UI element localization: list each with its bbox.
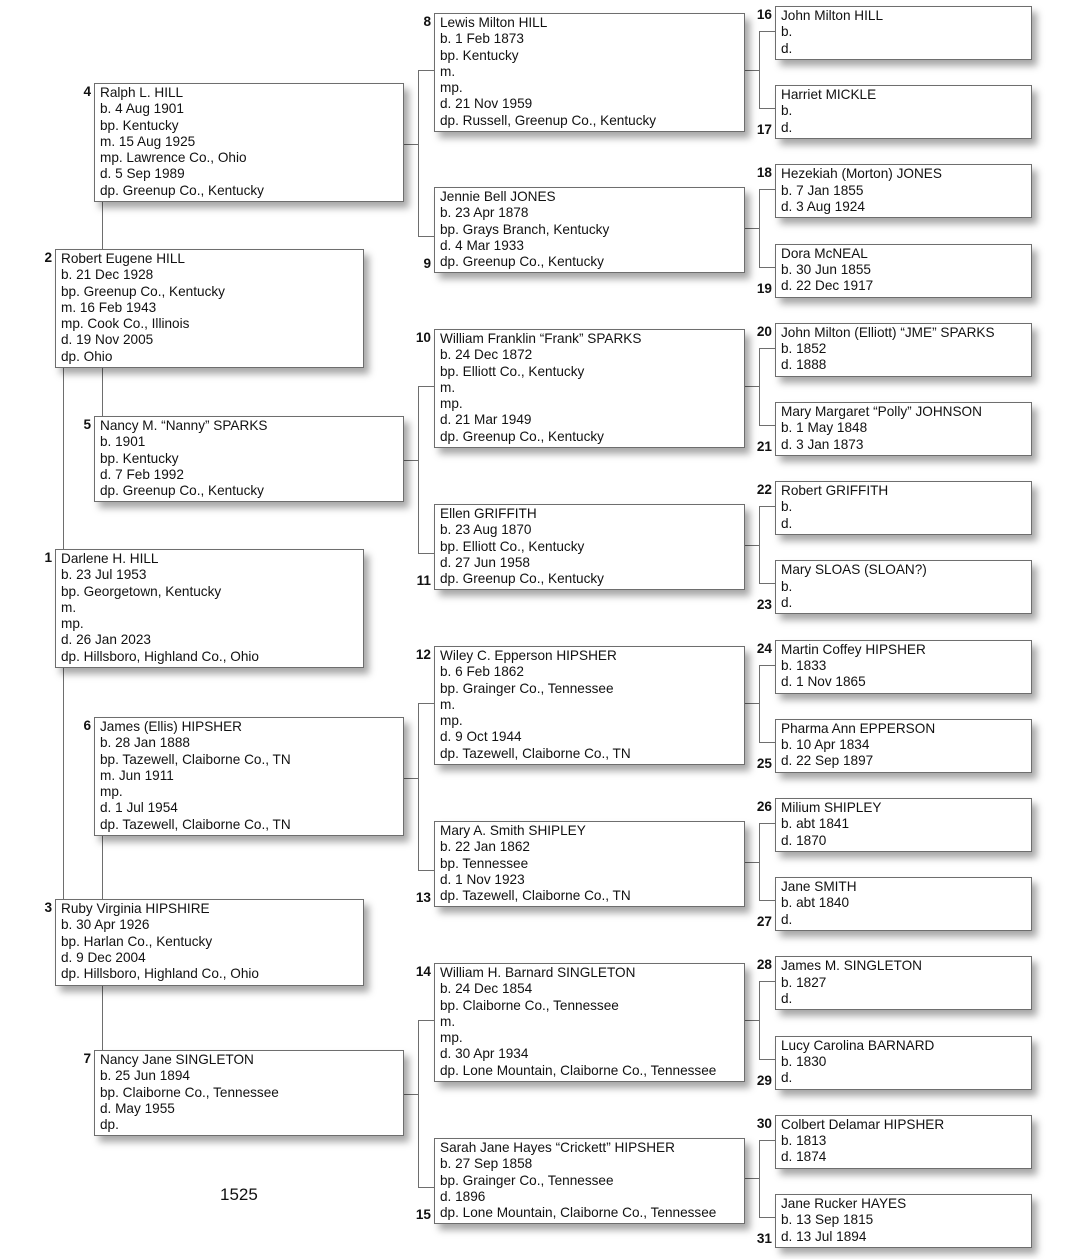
connector-line <box>759 1059 775 1060</box>
connector-line <box>759 583 775 584</box>
person-name: Dora McNEAL <box>781 245 868 261</box>
death-date: d. 1870 <box>781 832 827 848</box>
birth-date: b. 21 Dec 1928 <box>61 267 154 283</box>
ahnentafel-number: 9 <box>423 256 431 271</box>
death-date: d. 21 Nov 1959 <box>440 96 533 112</box>
marriage-date: m. <box>440 379 456 395</box>
connector-line <box>418 703 434 704</box>
connector-line <box>745 862 759 863</box>
person-name: Ruby Virginia HIPSHIRE <box>61 901 210 916</box>
death-place: dp. Greenup Co., Kentucky <box>100 182 264 198</box>
marriage-place: mp. Lawrence Co., Ohio <box>100 150 247 166</box>
connector-line <box>759 665 760 743</box>
birth-date: b. 1 May 1848 <box>781 420 868 436</box>
connector-line <box>759 1140 775 1141</box>
birth-place: bp. Kentucky <box>100 117 179 133</box>
connector-line <box>759 31 775 32</box>
birth-date: b. 4 Aug 1901 <box>100 101 184 117</box>
connector-line <box>759 31 760 109</box>
connector-line <box>759 348 775 349</box>
person-name: Sarah Jane Hayes “Crickett” HIPSHER <box>440 1140 675 1155</box>
birth-date: b. <box>781 578 793 594</box>
death-date: d. 1 Nov 1923 <box>440 871 525 887</box>
person-box-15[interactable] <box>434 1138 745 1224</box>
death-date: d. 1874 <box>781 1149 827 1165</box>
person-box-31[interactable] <box>775 1194 1032 1248</box>
person-box-23[interactable] <box>775 560 1032 614</box>
birth-date: b. 30 Jun 1855 <box>781 261 871 277</box>
person-name: Milium SHIPLEY <box>781 800 882 815</box>
ahnentafel-number: 17 <box>756 122 772 138</box>
ahnentafel-number: 7 <box>83 1051 91 1066</box>
connector-line <box>418 703 419 871</box>
birth-date: b. 13 Sep 1815 <box>781 1212 874 1228</box>
birth-date: b. abt 1841 <box>781 816 850 832</box>
person-box-21[interactable] <box>775 402 1032 456</box>
ahnentafel-number: 12 <box>415 647 431 662</box>
birth-place: bp. Kentucky <box>440 47 519 63</box>
birth-place: bp. Harlan Co., Kentucky <box>61 933 213 949</box>
ahnentafel-number: 5 <box>83 417 91 432</box>
connector-line <box>759 823 760 901</box>
ahnentafel-number: 30 <box>756 1115 772 1131</box>
ahnentafel-number: 4 <box>83 84 91 99</box>
person-name: Martin Coffey HIPSHER <box>781 641 926 657</box>
death-date: d. <box>781 515 793 531</box>
ahnentafel-number: 10 <box>415 330 431 345</box>
connector-line <box>418 553 434 554</box>
person-name: Robert GRIFFITH <box>781 483 889 499</box>
person-name: Ralph L. HILL <box>100 85 184 100</box>
death-place: dp. Lone Mountain, Claiborne Co., Tennessee <box>440 1062 717 1078</box>
death-place: dp. Russell, Greenup Co., Kentucky <box>440 112 657 128</box>
person-name: John Milton (Elliott) “JME” SPARKS <box>781 324 995 340</box>
person-box-7[interactable] <box>94 1050 404 1136</box>
person-box-4[interactable] <box>94 83 404 202</box>
birth-place: bp. Grainger Co., Tennessee <box>440 1172 614 1188</box>
person-box-13[interactable] <box>434 821 745 907</box>
ahnentafel-number: 31 <box>756 1231 772 1246</box>
birth-date: b. 1830 <box>781 1053 827 1069</box>
connector-line <box>418 870 434 871</box>
person-box-24[interactable] <box>775 640 1032 694</box>
birth-date: b. 10 Apr 1834 <box>781 737 870 753</box>
person-name: Lucy Carolina BARNARD <box>781 1037 935 1053</box>
person-box-26[interactable] <box>775 798 1032 852</box>
death-place: dp. Greenup Co., Kentucky <box>440 571 604 587</box>
person-box-18[interactable] <box>775 164 1032 218</box>
birth-date: b. 23 Apr 1878 <box>440 205 529 221</box>
death-date: d. 5 Sep 1989 <box>100 166 185 182</box>
death-place: dp. Tazewell, Claiborne Co., TN <box>440 888 631 904</box>
connector-line <box>404 778 418 779</box>
ahnentafel-number: 16 <box>756 7 772 22</box>
birth-date: b. <box>781 103 793 119</box>
marriage-place: mp. <box>440 1030 463 1046</box>
connector-line <box>418 70 434 71</box>
connector-line <box>418 70 419 237</box>
person-name: Mary SLOAS (SLOAN?) <box>781 562 927 578</box>
death-date: d. 21 Mar 1949 <box>440 412 532 428</box>
connector-line <box>418 236 434 237</box>
ahnentafel-number: 23 <box>756 597 772 613</box>
connector-line <box>418 386 434 387</box>
death-date: d. 13 Jul 1894 <box>781 1228 867 1244</box>
birth-place: bp. Greenup Co., Kentucky <box>61 283 225 299</box>
connector-line <box>759 1140 760 1218</box>
marriage-place: mp. <box>61 616 84 632</box>
birth-date: b. abt 1840 <box>781 895 850 911</box>
birth-date: b. 27 Sep 1858 <box>440 1156 533 1172</box>
person-name: John Milton HILL <box>781 8 884 23</box>
connector-line <box>759 665 775 666</box>
birth-date: b. <box>781 499 793 515</box>
person-box-29[interactable] <box>775 1036 1032 1090</box>
person-box-2[interactable] <box>55 249 364 368</box>
person-box-25[interactable] <box>775 719 1032 773</box>
connector-line <box>759 900 775 901</box>
birth-date: b. 6 Feb 1862 <box>440 664 524 680</box>
birth-date: b. 1813 <box>781 1133 827 1149</box>
ahnentafel-number: 15 <box>415 1207 431 1222</box>
connector-line <box>418 1187 434 1188</box>
person-name: Robert Eugene HILL <box>61 251 185 266</box>
person-box-20[interactable] <box>775 323 1032 377</box>
birth-place: bp. Tennessee <box>440 855 529 871</box>
birth-place: bp. Claiborne Co., Tennessee <box>100 1084 279 1100</box>
birth-date: b. 7 Jan 1855 <box>781 182 864 198</box>
marriage-date: m. <box>440 696 456 712</box>
connector-line <box>404 144 418 145</box>
marriage-date: m. 15 Aug 1925 <box>100 133 196 149</box>
death-date: d. 1 Jul 1954 <box>100 800 178 816</box>
ahnentafel-number: 27 <box>756 914 772 930</box>
person-name: Mary Margaret “Polly” JOHNSON <box>781 404 982 419</box>
death-date: d. 9 Dec 2004 <box>61 949 146 965</box>
connector-line <box>759 742 775 743</box>
person-name: Lewis Milton HILL <box>440 15 548 30</box>
birth-date: b. 23 Aug 1870 <box>440 522 532 538</box>
person-name: Hezekiah (Morton) JONES <box>781 166 942 182</box>
person-box-12[interactable] <box>434 646 745 765</box>
connector-line <box>102 836 103 899</box>
person-box-8[interactable] <box>434 13 745 132</box>
death-date: d. 4 Mar 1933 <box>440 237 524 253</box>
person-name: Mary A. Smith SHIPLEY <box>440 823 586 838</box>
person-box-22[interactable] <box>775 481 1032 535</box>
death-date: d. <box>781 990 793 1006</box>
birth-date: b. 1901 <box>100 434 146 450</box>
person-name: Ellen GRIFFITH <box>440 506 537 521</box>
person-box-5[interactable] <box>94 416 404 502</box>
connector-line <box>759 506 775 507</box>
connector-line <box>759 189 760 267</box>
birth-date: b. 1852 <box>781 341 827 357</box>
ahnentafel-number: 28 <box>756 957 772 973</box>
person-name: Harriet MICKLE <box>781 87 877 103</box>
connector-line <box>759 108 775 109</box>
connector-line <box>759 981 775 982</box>
connector-line <box>759 823 775 824</box>
death-place: dp. Hillsboro, Highland Co., Ohio <box>61 966 259 982</box>
page-number: 1525 <box>220 1185 258 1204</box>
birth-place: bp. Tazewell, Claiborne Co., TN <box>100 751 291 767</box>
connector-line <box>759 189 775 190</box>
death-date: d. 3 Aug 1924 <box>781 198 865 214</box>
death-date: d. 9 Oct 1944 <box>440 729 522 745</box>
connector-line <box>404 1094 418 1095</box>
birth-place: bp. Grainger Co., Tennessee <box>440 680 614 696</box>
marriage-place: mp. <box>440 396 463 412</box>
person-box-27[interactable] <box>775 877 1032 931</box>
connector-line <box>102 368 103 416</box>
birth-date: b. 1 Feb 1873 <box>440 31 524 47</box>
birth-date: b. 25 Jun 1894 <box>100 1068 190 1084</box>
death-date: d. 1888 <box>781 357 827 373</box>
connector-line <box>745 228 759 229</box>
person-box-1[interactable] <box>55 549 364 668</box>
death-date: d. 7 Feb 1992 <box>100 466 184 482</box>
connector-line <box>745 386 759 387</box>
person-name: Jennie Bell JONES <box>440 189 556 204</box>
marriage-place: mp. <box>440 80 463 96</box>
person-name: Nancy M. “Nanny” SPARKS <box>100 418 268 433</box>
person-box-11[interactable] <box>434 504 745 590</box>
connector-line <box>418 386 419 554</box>
person-name: William H. Barnard SINGLETON <box>440 965 636 980</box>
person-name: Pharma Ann EPPERSON <box>781 720 936 736</box>
death-place: dp. Greenup Co., Kentucky <box>440 254 604 270</box>
ahnentafel-number: 20 <box>756 323 772 339</box>
death-place: dp. <box>100 1117 119 1133</box>
connector-line <box>759 425 775 426</box>
marriage-date: m. <box>61 599 77 615</box>
death-date: d. 22 Dec 1917 <box>781 278 874 294</box>
person-box-19[interactable] <box>775 244 1032 298</box>
birth-date: b. 24 Dec 1872 <box>440 347 533 363</box>
person-box-3[interactable] <box>55 899 364 986</box>
ahnentafel-number: 3 <box>44 900 52 915</box>
connector-line <box>745 70 759 71</box>
death-date: d. <box>781 1070 793 1086</box>
ahnentafel-number: 6 <box>83 718 91 733</box>
connector-line <box>418 1020 434 1021</box>
person-box-10[interactable] <box>434 329 745 448</box>
connector-line <box>759 348 760 426</box>
connector-line <box>745 545 759 546</box>
death-date: d. <box>781 119 793 135</box>
ahnentafel-number: 1 <box>44 550 52 565</box>
person-box-14[interactable] <box>434 963 745 1082</box>
connector-line <box>102 986 103 1050</box>
ahnentafel-number: 22 <box>756 482 772 498</box>
ahnentafel-number: 14 <box>415 964 431 979</box>
death-date: d. 1896 <box>440 1188 486 1204</box>
ahnentafel-number: 2 <box>44 250 52 265</box>
birth-date: b. <box>781 24 793 40</box>
death-place: dp. Tazewell, Claiborne Co., TN <box>440 745 631 761</box>
birth-place: bp. Elliott Co., Kentucky <box>440 363 585 379</box>
connector-line <box>418 1020 419 1188</box>
death-place: dp. Lone Mountain, Claiborne Co., Tennessee <box>440 1205 717 1221</box>
person-name: William Franklin “Frank” SPARKS <box>440 331 642 346</box>
death-date: d. May 1955 <box>100 1100 175 1116</box>
death-date: d. 19 Nov 2005 <box>61 332 154 348</box>
marriage-date: m. <box>440 1013 456 1029</box>
death-date: d. 1 Nov 1865 <box>781 674 866 690</box>
person-box-16[interactable] <box>775 6 1032 60</box>
connector-line <box>745 1178 759 1179</box>
person-box-30[interactable] <box>775 1115 1032 1169</box>
person-name: James (Ellis) HIPSHER <box>100 719 242 734</box>
ahnentafel-number: 24 <box>756 640 772 656</box>
marriage-date: m. Jun 1911 <box>100 767 174 783</box>
death-place: dp. Tazewell, Claiborne Co., TN <box>100 816 291 832</box>
ahnentafel-number: 13 <box>415 890 431 905</box>
person-name: Jane SMITH <box>781 879 857 895</box>
ahnentafel-number: 21 <box>756 439 772 454</box>
person-name: Nancy Jane SINGLETON <box>100 1052 254 1067</box>
death-date: d. 30 Apr 1934 <box>440 1046 529 1062</box>
birth-date: b. 1827 <box>781 974 827 990</box>
person-box-17[interactable] <box>775 85 1032 139</box>
connector-line <box>102 202 103 249</box>
marriage-date: m. <box>440 63 456 79</box>
ahnentafel-number: 11 <box>416 573 431 588</box>
birth-place: bp. Georgetown, Kentucky <box>61 583 222 599</box>
connector-line <box>404 460 418 461</box>
birth-date: b. 24 Dec 1854 <box>440 981 533 997</box>
person-box-9[interactable] <box>434 187 745 273</box>
birth-place: bp. Claiborne Co., Tennessee <box>440 997 619 1013</box>
person-name: Wiley C. Epperson HIPSHER <box>440 648 617 663</box>
death-place: dp. Greenup Co., Kentucky <box>440 428 604 444</box>
connector-line <box>759 1217 775 1218</box>
ahnentafel-number: 29 <box>756 1072 772 1088</box>
marriage-place: mp. Cook Co., Illinois <box>61 316 190 332</box>
birth-date: b. 22 Jan 1862 <box>440 839 530 855</box>
person-box-28[interactable] <box>775 956 1032 1010</box>
death-date: d. <box>781 40 793 56</box>
connector-line <box>759 267 775 268</box>
birth-date: b. 28 Jan 1888 <box>100 735 190 751</box>
ahnentafel-number: 26 <box>756 799 772 814</box>
death-place: dp. Greenup Co., Kentucky <box>100 483 264 499</box>
death-place: dp. Ohio <box>61 348 113 364</box>
connector-line <box>745 703 759 704</box>
connector-line <box>759 506 760 584</box>
person-box-6[interactable] <box>94 717 404 836</box>
death-place: dp. Hillsboro, Highland Co., Ohio <box>61 648 259 664</box>
birth-date: b. 1833 <box>781 657 827 673</box>
ahnentafel-number: 19 <box>756 280 772 296</box>
connector-line <box>759 981 760 1059</box>
birth-place: bp. Kentucky <box>100 450 179 466</box>
death-date: d. <box>781 911 793 927</box>
ahnentafel-number: 25 <box>756 755 772 771</box>
marriage-place: mp. <box>440 713 463 729</box>
marriage-place: mp. <box>100 784 123 800</box>
death-date: d. 22 Sep 1897 <box>781 753 874 769</box>
marriage-date: m. 16 Feb 1943 <box>61 299 157 315</box>
birth-place: bp. Elliott Co., Kentucky <box>440 538 585 554</box>
death-date: d. 3 Jan 1873 <box>781 436 864 452</box>
birth-place: bp. Grays Branch, Kentucky <box>440 221 610 237</box>
birth-date: b. 23 Jul 1953 <box>61 567 147 583</box>
death-date: d. <box>781 594 793 610</box>
death-date: d. 26 Jan 2023 <box>61 632 151 648</box>
person-name: James M. SINGLETON <box>781 958 923 974</box>
person-name: Jane Rucker HAYES <box>781 1196 907 1211</box>
person-name: Darlene H. HILL <box>61 551 159 566</box>
ahnentafel-number: 8 <box>423 14 431 29</box>
birth-date: b. 30 Apr 1926 <box>61 917 150 933</box>
person-name: Colbert Delamar HIPSHER <box>781 1116 945 1132</box>
ahnentafel-number: 18 <box>756 165 772 181</box>
death-date: d. 27 Jun 1958 <box>440 554 530 570</box>
connector-line <box>745 1020 759 1021</box>
